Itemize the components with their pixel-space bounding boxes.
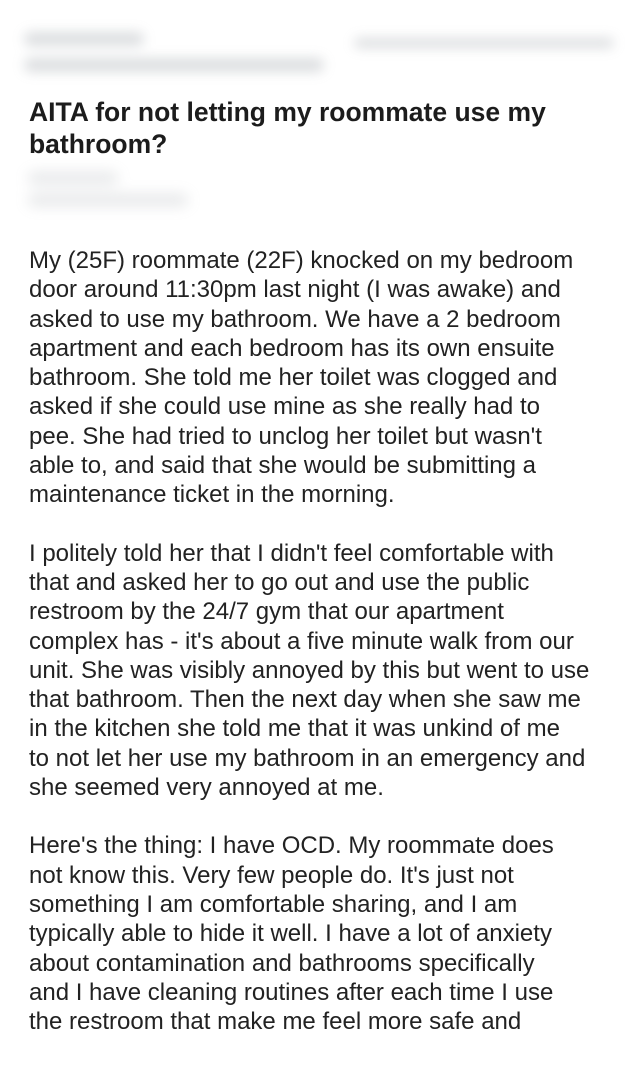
post-title: AITA for not letting my roommate use my bathroom? xyxy=(29,97,546,159)
redacted-post-meta xyxy=(24,26,614,82)
post-paragraph: I politely told her that I didn't feel comfortable with that and asked her to go out and use the public restroom by the 24/7 gym that our apartment complex has - it's about a five minute walk from our unit. She was visibly annoyed by this but went to use that bathroom. Then the next day when she saw me in the kitchen she told me that it was unkind of me to not let her use my bathroom in an emergency and she seemed very annoyed at me. xyxy=(29,539,590,802)
post-body xyxy=(29,246,629,1065)
redacted-flair xyxy=(28,166,198,212)
post-paragraph: My (25F) roommate (22F) knocked on my bedroom door around 11:30pm last night (I was awake) and asked to use my bathroom. We have a 2 bedroom apartment and each bedroom has its own ensuite bathroom. She told me her toilet was clogged and asked if she could use mine as she really had to pee. She had tried to unclog her toilet but wasn't able to, and said that she would be submitting a maintenance ticket in the morning. xyxy=(29,247,574,509)
post-paragraph: Here's the thing: I have OCD. My roommate does not know this. Very few people do. It's just not something I am comfortable sharing, and I am typically able to hide it well. I have a lot of anxiety about contamination and bathrooms specifically and I have cleaning routines after each time I use the restroom that make me feel more safe and xyxy=(29,832,554,1036)
